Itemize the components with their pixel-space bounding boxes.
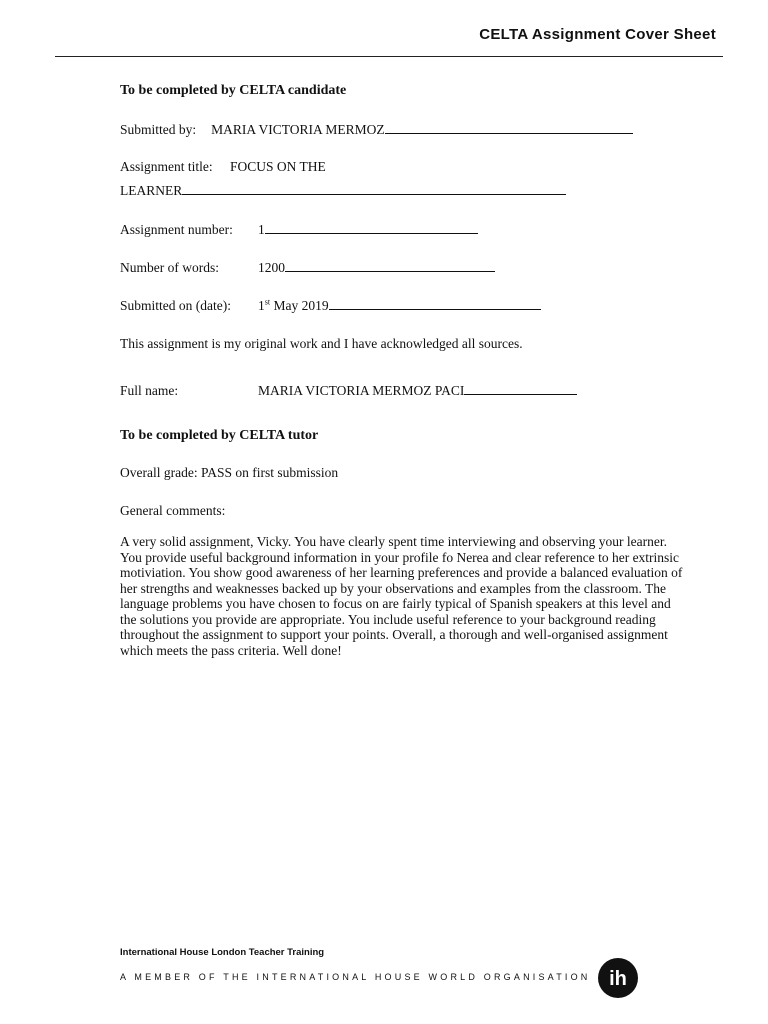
assignment-title-line1: FOCUS ON THE (230, 159, 326, 174)
submitted-on-day: 1 (258, 298, 265, 313)
full-name-row (120, 381, 577, 399)
general-comments-label: General comments: (120, 503, 226, 518)
assignment-title-row-2 (120, 181, 566, 199)
general-comments-text: A very solid assignment, Vicky. You have clearly spent time interviewing and observing your learner. You provide useful background information in your profile fo Nerea and clear reference to her extrinsic motiviation. You show good awareness of her learning preferences and provide a balanced evaluation of her strengths and weaknesses backed up by your observations and examples from the classroom. The language problems you have chosen to focus on are fairly typical of Spanish speakers at this level and the solutions you provide are appropriate. You include useful reference to your background reading throughout the assignment to support your points. Overall, a thorough and well-organised assignment which meets the pass criteria. Well done! (120, 534, 683, 658)
submitted-by-label: Submitted by: (120, 122, 197, 137)
submitted-on-rest: May 2019 (270, 298, 329, 313)
footer-membership: A MEMBER OF THE INTERNATIONAL HOUSE WORLD ORGANISATION (120, 972, 591, 982)
submitted-on-row (120, 296, 541, 314)
overall-grade: Overall grade: PASS on first submission (120, 465, 339, 480)
submitted-by-underline (385, 120, 633, 134)
assignment-number-row (120, 220, 478, 238)
full-name-value: MARIA VICTORIA MERMOZ PACI (258, 383, 465, 398)
full-name-label: Full name: (120, 383, 179, 398)
assignment-number-label: Assignment number: (120, 222, 233, 237)
ih-logo-text: ih (609, 968, 627, 990)
word-count-label: Number of words: (120, 260, 219, 275)
word-count-underline (285, 258, 495, 272)
declaration: This assignment is my original work and I have acknowledged all sources. (120, 336, 523, 351)
header-divider (55, 56, 723, 57)
submitted-by-row (120, 120, 633, 138)
ih-logo (598, 958, 638, 998)
submitted-on-underline (329, 296, 541, 310)
word-count-value: 1200 (258, 260, 285, 275)
submitted-on-label: Submitted on (date): (120, 298, 231, 313)
assignment-title-label: Assignment title: (120, 159, 213, 174)
assignment-title-row (120, 158, 326, 175)
assignment-title-underline (182, 181, 566, 195)
assignment-number-underline (265, 220, 478, 234)
submitted-by-value: MARIA VICTORIA MERMOZ (211, 122, 385, 137)
footer-organisation: International House London Teacher Training (120, 947, 325, 958)
word-count-row (120, 258, 495, 276)
submitted-on-suffix: st (264, 297, 271, 307)
assignment-number-value: 1 (258, 222, 265, 237)
candidate-section-heading: To be completed by CELTA candidate (120, 83, 347, 98)
full-name-underline (464, 381, 577, 395)
tutor-section-heading: To be completed by CELTA tutor (120, 428, 319, 443)
assignment-title-line2: LEARNER (120, 183, 183, 198)
document-title: CELTA Assignment Cover Sheet (479, 26, 716, 43)
